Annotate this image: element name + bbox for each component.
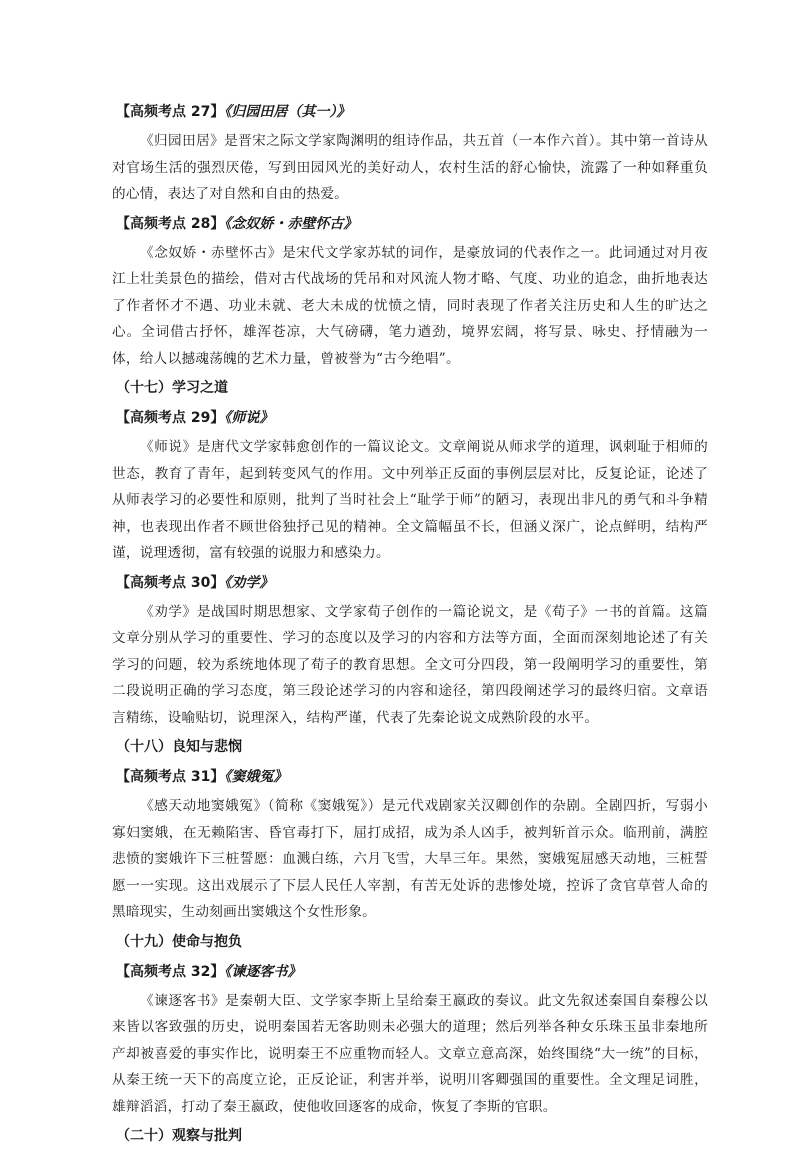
paragraph-guiyuantianju: 《归园田居》是晋宋之际文学家陶渊明的组诗作品，共五首（一本作六首）。其中第一首诗从对官场生活的强烈厌倦，写到田园风光的美好动人，农村生活的舒心愉快，流露了一种如释重负的心情，表达了对自然和自由的热爱。 [112, 133, 708, 202]
topic-heading-28 [112, 210, 708, 238]
section-heading-20: （二十）观察与批判 [116, 1128, 242, 1144]
work-title: 《谏逐客书》 [224, 963, 302, 980]
topic-tag: 【高频考点 27】 [116, 104, 225, 120]
topic-tag: 【高频考点 30】 [116, 574, 225, 591]
topic-tag: 【高频考点 28】 [116, 215, 225, 232]
topic-tag: 【高频考点 29】 [116, 410, 225, 426]
topic-heading-29 [112, 404, 708, 432]
topic-tag: 【高频考点 31】 [116, 769, 225, 785]
work-title: 《师说》 [224, 410, 274, 426]
paragraph-niannujiao: 《念奴娇・赤壁怀古》是宋代文学家苏轼的词作，是豪放词的代表作之一。此词通过对月夜江上壮美景色的描绘，借对古代战场的凭吊和对风流人物才略、气度、功业的追念，曲折地表达了作者怀才不遇、功业未就、老大未成的忧愤之情，同时表现了作者关注历史和人生的旷达之心。全词借古抒怀，雄浑苍凉，大气磅礴，笔力遒劲，境界宏阔，将写景、咏史、抒情融为一体，给人以撼魂荡魄的艺术力量，曾被誉为“古今绝唱”。 [112, 244, 708, 367]
topic-tag: 【高频考点 32】 [116, 963, 225, 980]
section-heading-19: （十九）使命与抱负 [116, 933, 242, 950]
paragraph-jianzhukeshu: 《谏逐客书》是秦朝大臣、文学家李斯上呈给秦王嬴政的奏议。此文先叙述秦国自秦穆公以来皆以客致强的历史，说明秦国若无客助则未必强大的道理；然后列举各种女乐珠玉虽非秦地所产却被喜爱的事实作比，说明秦王不应重物而轻人。文章立意高深，始终围绕“大一统”的目标，从秦王统一天下的高度立论，正反论证，利害并举，说明川客卿强国的重要性。全文理足词胜，雄辩滔滔，打动了秦王嬴政，使他收回逐客的成命，恢复了李斯的官职。 [112, 992, 708, 1115]
work-title: 《窦娥冤》 [224, 769, 288, 785]
paragraph-quanxue: 《劝学》是战国时期思想家、文学家荀子创作的一篇论说文，是《荀子》一书的首篇。这篇文章分别从学习的重要性、学习的态度以及学习的内容和方法等方面，全面而深刻地论述了有关学习的问题，较为系统地体现了荀子的教育思想。全文可分四段，第一段阐明学习的重要性，第二段说明正确的学习态度，第三段论述学习的内容和途径，第四段阐述学习的最终归宿。文章语言精练，设喻贴切，说理深入，结构严谨，代表了先秦论说文成熟阶段的水平。 [112, 603, 708, 726]
topic-heading-31 [112, 763, 708, 791]
work-title: 《劝学》 [224, 574, 274, 591]
topic-heading-32 [112, 958, 708, 986]
paragraph-dou-e-yuan: 《感天动地窦娥冤》（简称《窦娥冤》）是元代戏剧家关汉卿创作的杂剧。全剧四折，写弱小寡妇窦娥，在无赖陷害、昏官毒打下，屈打成招，成为杀人凶手，被判斩首示众。临刑前，满腔悲愤的窦娥许下三桩誓愿：血溅白练，六月飞雪，大旱三年。果然，窦娥冤屈感天动地，三桩誓愿一一实现。这出戏展示了下层人民任人宰割，有苦无处诉的悲惨处境，控诉了贪官草菅人命的黑暗现实，生动刻画出窦娥这个女性形象。 [112, 798, 708, 920]
section-heading-17: （十七）学习之道 [116, 380, 228, 396]
document-body [112, 98, 708, 1152]
paragraph-shishuo: 《师说》是唐代文学家韩愈创作的一篇议论文。文章阐说从师求学的道理，讽刺耻于相师的世态，教育了青年，起到转变风气的作用。文中列举正反面的事例层层对比，反复论证，论述了从师表学习的必要性和原则，批判了当时社会上“耻学于师”的陋习，表现出非凡的勇气和斗争精神，也表现出作者不顾世俗独抒己见的精神。全文篇幅虽不长，但涵义深广，论点鲜明，结构严谨，说理透彻，富有较强的说服力和感染力。 [112, 439, 708, 561]
section-heading-18: （十八）良知与悲悯 [116, 739, 242, 755]
work-title: 《归园田居（其一）》 [224, 104, 351, 120]
topic-heading-30 [112, 569, 708, 597]
topic-heading-27 [112, 98, 708, 126]
work-title: 《念奴娇・赤壁怀古》 [224, 215, 358, 232]
